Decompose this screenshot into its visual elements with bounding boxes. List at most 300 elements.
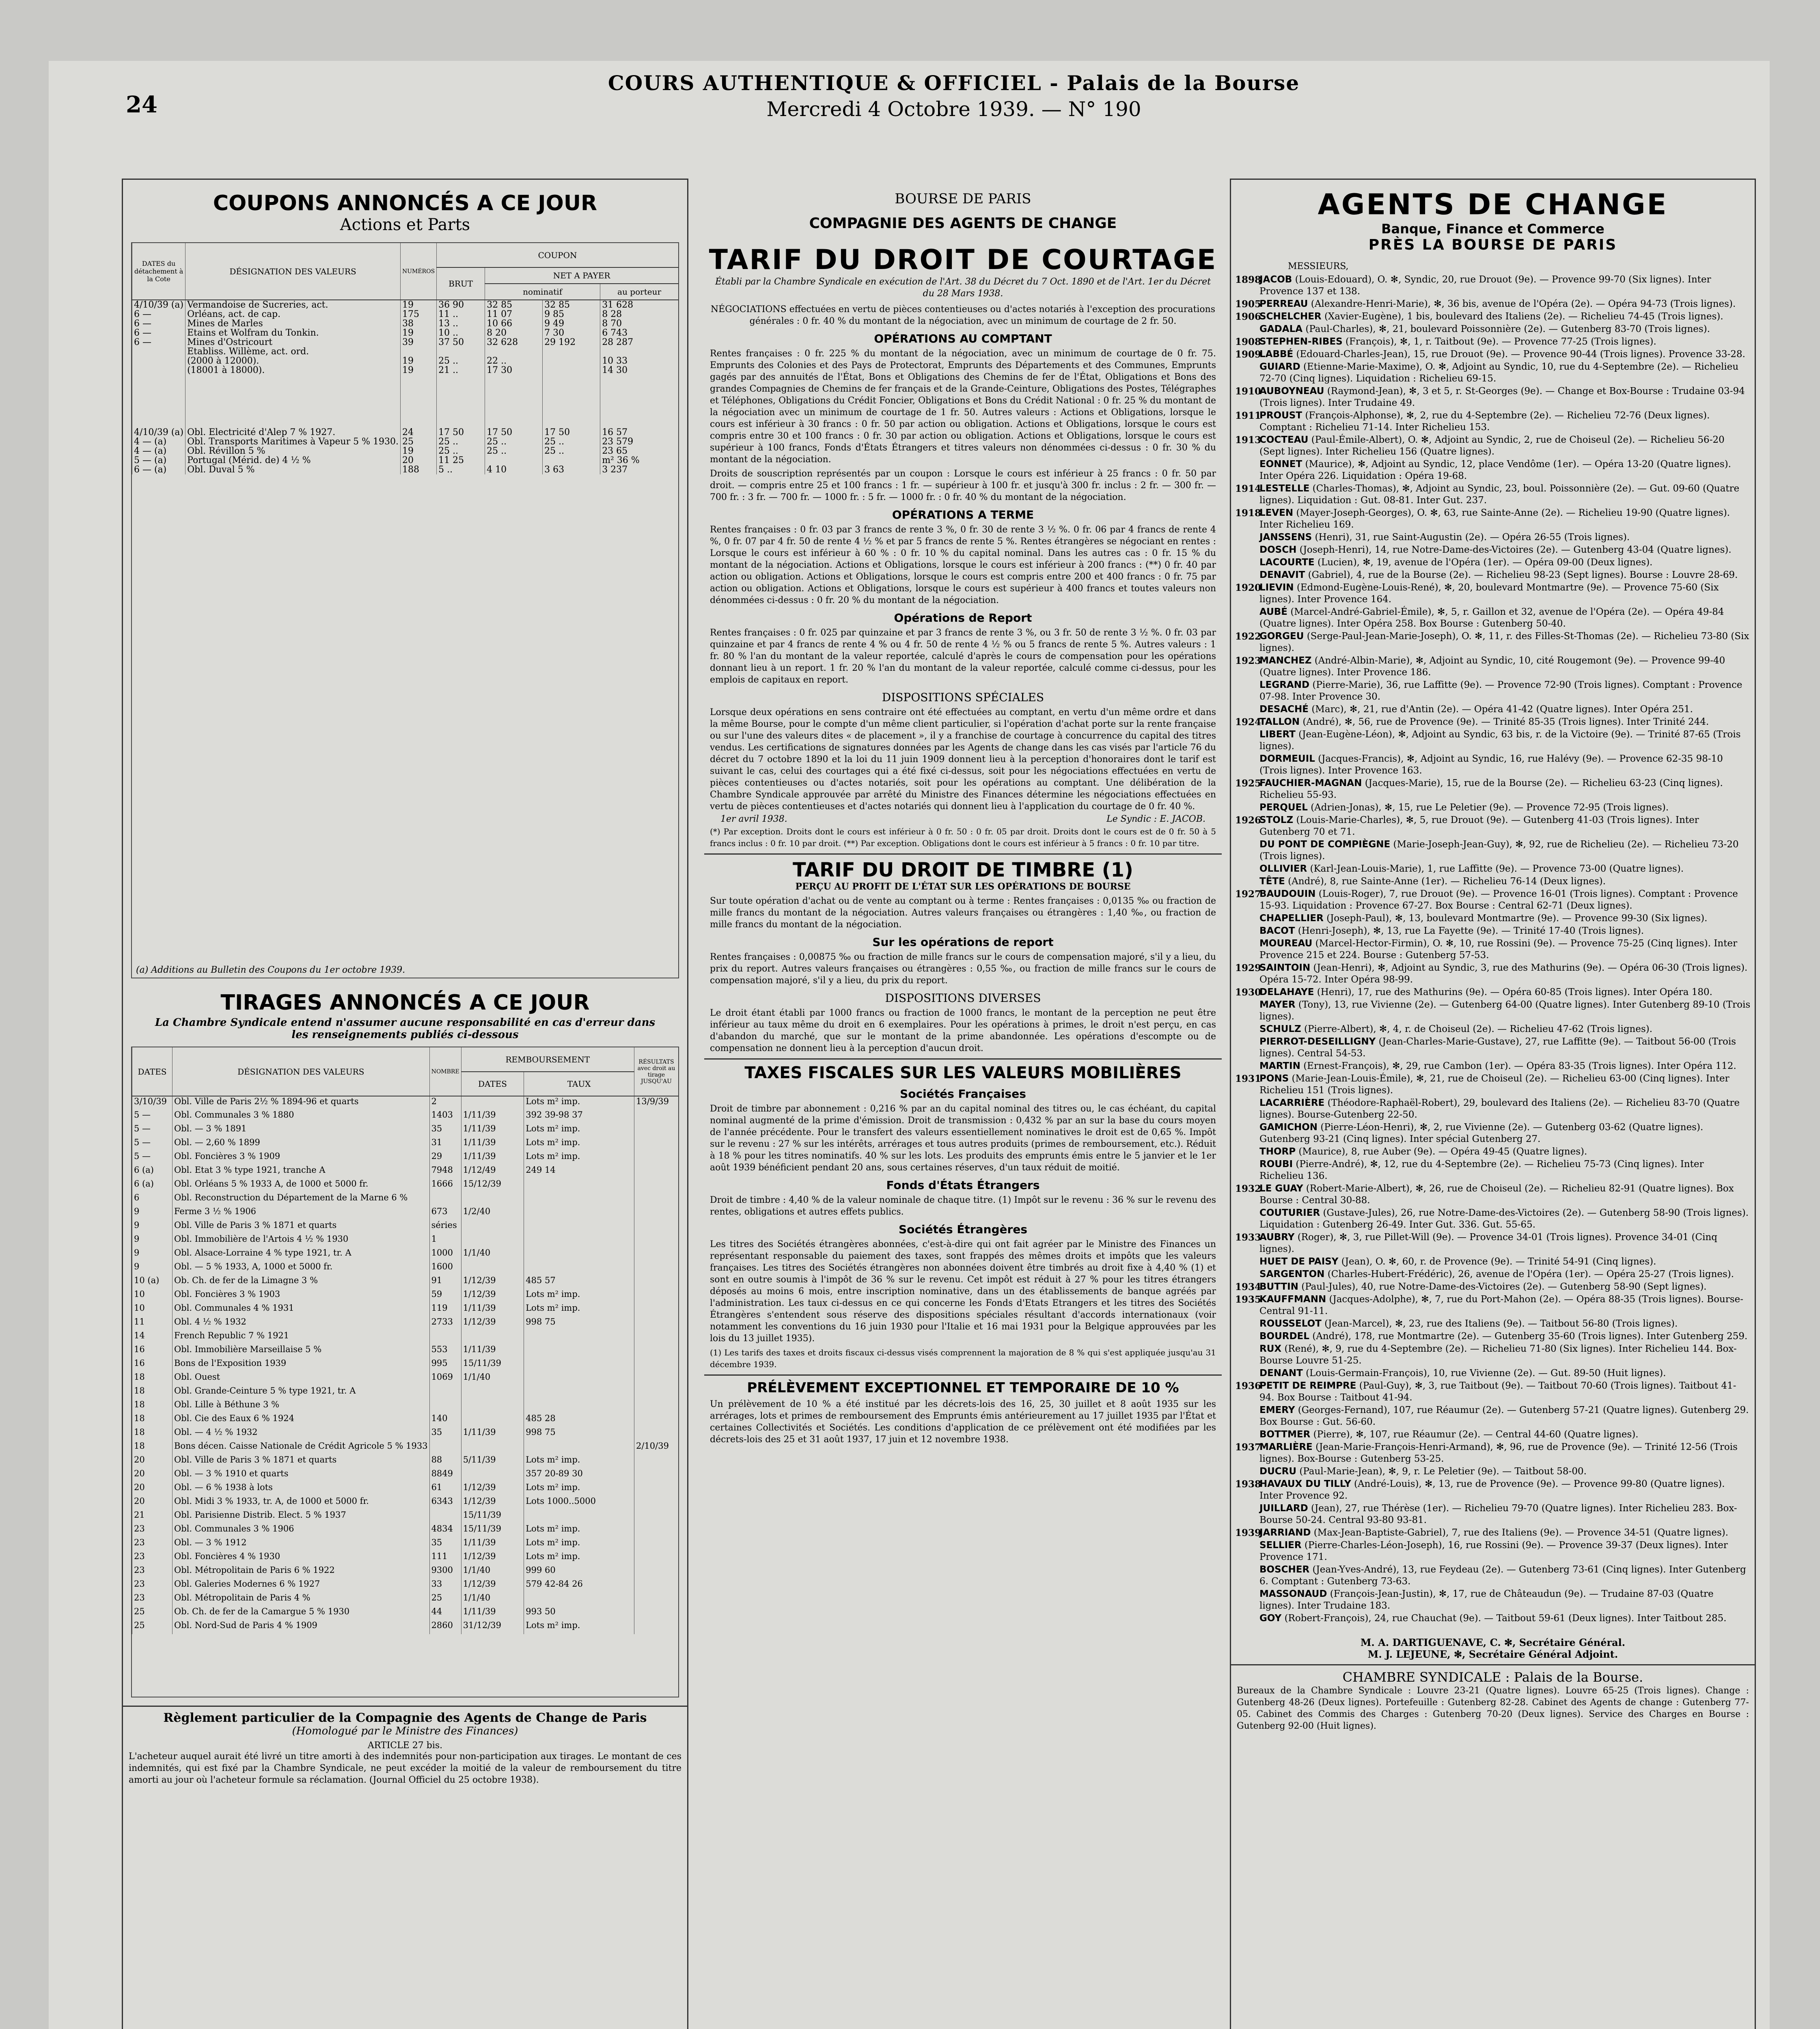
- tirage-cell: 25: [132, 1620, 173, 1634]
- agent-name: COUTURIER: [1259, 1208, 1320, 1218]
- agent-name: PONS: [1259, 1073, 1289, 1084]
- agent-entry: [1235, 1331, 1751, 1342]
- agent-details: (Adrien-Jonas), ✻, 15, rue Le Peletier (9e). — Provence 72-95 (Trois lignes).: [1311, 802, 1669, 813]
- tirage-row: [132, 1234, 679, 1248]
- tirage-row: [132, 1179, 679, 1193]
- tirage-cell: [634, 1455, 679, 1469]
- coupon-cell: [132, 347, 185, 356]
- agent-entry: [1235, 410, 1751, 433]
- agent-entry: [1235, 1478, 1751, 1502]
- tirage-cell: 2733: [429, 1317, 461, 1331]
- agent-year: 1931: [1235, 1073, 1261, 1084]
- coupon-cell: 23 579: [600, 437, 678, 446]
- agent-name: DUCRU: [1259, 1466, 1297, 1477]
- agent-text: [1259, 1527, 1728, 1539]
- agent-text: [1259, 1318, 1678, 1330]
- agent-text: [1259, 1281, 1707, 1293]
- tirage-cell: Obl. 4 ½ % 1932: [173, 1317, 430, 1331]
- agent-year: [1235, 938, 1259, 961]
- tirage-cell: [634, 1607, 679, 1620]
- agent-entry: [1235, 1318, 1751, 1330]
- coupon-cell: 17 50: [437, 428, 485, 437]
- agent-text: [1259, 1232, 1751, 1255]
- tirage-cell: 23: [132, 1551, 173, 1565]
- tirages-col-resultats: RÉSULTATS avec droit au tirage JUSQU'AU: [634, 1047, 679, 1096]
- agent-details: (Henri-Joseph), ✻, 13, rue La Fayette (9e). — Trinité 17-40 (Trois lignes).: [1298, 926, 1644, 936]
- agent-year: [1235, 876, 1259, 887]
- agent-details: (Max-Jean-Baptiste-Gabriel), 7, rue des Italiens (9e). — Provence 34-51 (Quatre lignes).: [1313, 1527, 1729, 1538]
- tirage-cell: [634, 1538, 679, 1551]
- coupon-cell: Vermandoise de Sucreries, act.: [185, 300, 401, 310]
- agent-details: (Jean-Marie-François-Henri-Armand), ✻, 96, rue de Provence (9e). — Trinité 12-56 (Trois lignes). Box-Bourse : Gutenberg 53-25.: [1259, 1442, 1738, 1464]
- tirages-table: [131, 1047, 679, 1697]
- tirage-row: [132, 1303, 679, 1317]
- tirage-cell: 11: [132, 1317, 173, 1331]
- coupons-col-porteur: au porteur: [600, 284, 678, 300]
- coupons-col-designation: DÉSIGNATION DES VALEURS: [185, 243, 401, 300]
- agent-details: (Edmond-Eugène-Louis-René), ✻, 20, boulevard Montmartre (9e). — Provence 75-60 (Six lignes). Inter Provence 164.: [1259, 582, 1719, 605]
- tirage-cell: [634, 1524, 679, 1538]
- tirage-cell: 25: [132, 1607, 173, 1620]
- coupon-cell: 25 ..: [437, 437, 485, 446]
- tirage-cell: [634, 1331, 679, 1344]
- tirage-cell: 392 39-98 37: [524, 1110, 634, 1124]
- timbre-title: TARIF DU DROIT DE TIMBRE (1): [793, 859, 1133, 881]
- agent-details: (Charles-Thomas), ✻, Adjoint au Syndic, 23, boul. Poissonnière (2e). — Gut. 09-60 (Quatre lignes). Liquidation : Gut. 08-81. Inter Gut. 237.: [1259, 483, 1740, 506]
- coupon-cell: [437, 347, 485, 356]
- tirage-cell: Bons de l'Exposition 1939: [173, 1358, 430, 1372]
- agent-entry: [1235, 1368, 1751, 1379]
- tirage-row: [132, 1344, 679, 1358]
- tirage-cell: Lots m² imp.: [524, 1137, 634, 1151]
- agent-name: AUBRY: [1259, 1232, 1295, 1243]
- coupon-cell: 4 10: [485, 465, 543, 474]
- agent-year: [1235, 361, 1259, 385]
- coupon-cell: Obl. Révillon 5 %: [185, 446, 401, 456]
- agent-year: [1235, 1404, 1259, 1428]
- agent-text: [1259, 655, 1751, 678]
- coupon-cell: [543, 456, 600, 465]
- agent-name: KAUFFMANN: [1259, 1294, 1326, 1305]
- tirage-row: [132, 1206, 679, 1220]
- tirage-cell: Obl. Parisienne Distrib. Elect. 5 % 1937: [173, 1510, 430, 1524]
- agent-year: 1910: [1235, 386, 1261, 397]
- tirage-cell: 16: [132, 1358, 173, 1372]
- tirage-cell: 1/1/40: [461, 1565, 524, 1579]
- coupon-cell: 19: [400, 300, 436, 310]
- agent-details: (Jean-Eugène-Léon), ✻, Adjoint au Syndic, 63 bis, r. de la Victoire (9e). — Trinité 87-65 (Trois lignes).: [1259, 729, 1741, 752]
- tirage-cell: [524, 1248, 634, 1262]
- chambre-text: Bureaux de la Chambre Syndicale : Louvre 23-21 (Quatre lignes). Louvre 65-25 (Trois lignes). Change : Gutenberg 48-26 (Deux lignes). Portefeuille : Gutenberg 82-28. Cabinet des Agents de change : Gutenberg 77-05. Cabinet des Commis des Charges : Gutenberg 70-20 (Deux lignes). Service des Charges en Bourse : Gutenberg 92-00 (Huit lignes).: [1237, 1686, 1749, 1731]
- coupon-row: [132, 446, 679, 456]
- agent-name: LE GUAY: [1259, 1183, 1303, 1194]
- tirage-cell: 3/10/39: [132, 1096, 173, 1110]
- agent-year: [1235, 1207, 1259, 1231]
- tirage-cell: [634, 1413, 679, 1427]
- agent-name: MASSONAUD: [1259, 1589, 1327, 1599]
- tirage-cell: [524, 1386, 634, 1400]
- tirage-cell: 1/12/39: [461, 1496, 524, 1510]
- tirage-cell: [634, 1234, 679, 1248]
- tirage-cell: [634, 1620, 679, 1634]
- tirage-cell: 18: [132, 1386, 173, 1400]
- agent-text: [1259, 938, 1751, 961]
- agent-name: DENAVIT: [1259, 570, 1305, 580]
- timbre-text1: Sur toute opération d'achat ou de vente au comptant ou à terme : Rentes françaises : 0,0135 ‰ ou fraction de mille francs du montant de la négociation. Autres valeurs françaises ou étrangères : 1,40 ‰, ou fraction de mille francs du montant de la négociation.: [710, 896, 1216, 930]
- tirage-cell: 14: [132, 1331, 173, 1344]
- coupon-cell: 3 237: [600, 465, 678, 474]
- agent-name: EONNET: [1259, 459, 1302, 470]
- agent-year: [1235, 1269, 1259, 1280]
- agent-year: [1235, 1564, 1259, 1587]
- tirage-cell: Obl. — 3 % 1912: [173, 1538, 430, 1551]
- soc-etr-text: Les titres des Sociétés étrangères abonnées, c'est-à-dire qui ont fait agréer par le Ministre des Finances un représentant responsable du paiement des taxes, sont frappés des mêmes droits et impôts que les valeurs françaises. Les titres des Sociétés étrangères non abonnées doivent être timbrés au droit fixe à 4,40 % (1) et sont en outre soumis à l'impôt de 36 % sur le revenu. Cet impôt est réduit à 27 % pour les titres étrangers déposés au moins 6 mois, entre inscription nominative, dans un des établissements de banque agréés par l'administration. Les taux ci-dessus en ce qui concerne les Fonds d'Etats Etrangers et les titres des Sociétés Étrangères s'entendent sous réserve des dispositions spéciales résultant d'accords internationaux (voir notamment les conventions du 16 juin 1930 pour l'Italie et 16 mai 1931 pour la Belgique approuvées par les lois du 13 juillet 1935).: [710, 1239, 1216, 1344]
- agent-year: 1918: [1235, 508, 1261, 519]
- agent-name: PIERROT-DESEILLIGNY: [1259, 1036, 1376, 1047]
- agent-entry: [1235, 1036, 1751, 1060]
- tirage-cell: 1/2/40: [461, 1206, 524, 1220]
- tirage-cell: 4834: [429, 1524, 461, 1538]
- agent-text: [1259, 569, 1738, 581]
- agent-text: [1259, 361, 1751, 385]
- agent-details: (Karl-Jean-Louis-Marie), 1, rue Laffitte (9e). — Provence 73-00 (Quatre lignes).: [1310, 864, 1684, 874]
- coupons-col-numeros: NUMÉROS: [400, 243, 436, 300]
- agent-text: [1259, 323, 1710, 335]
- agent-text: [1259, 631, 1751, 654]
- fonds-title: Fonds d'États Étrangers: [886, 1178, 1040, 1192]
- agent-name: ROUSSELOT: [1259, 1318, 1322, 1329]
- agent-entry: [1235, 1207, 1751, 1231]
- agent-text: [1259, 1331, 1747, 1342]
- coupon-cell: [485, 347, 543, 356]
- agent-year: [1235, 606, 1259, 630]
- agent-text: [1259, 507, 1751, 531]
- tirage-cell: 18: [132, 1441, 173, 1455]
- agent-name: DORMEUIL: [1259, 754, 1315, 764]
- tirage-cell: [634, 1275, 679, 1289]
- agent-text: [1259, 1159, 1751, 1182]
- coupon-cell: [400, 347, 436, 356]
- agent-entry: [1235, 582, 1751, 605]
- agent-details: (André-Louis), ✻, 13, rue de Provence (9e). — Provence 99-80 (Quatre lignes). Inter Provence 92.: [1259, 1479, 1725, 1501]
- agent-year: [1235, 459, 1259, 482]
- tirage-cell: 1/12/39: [461, 1317, 524, 1331]
- tirage-cell: 18: [132, 1413, 173, 1427]
- coupon-cell: Mines d'Ostricourt: [185, 338, 401, 347]
- coupons-col-nominatif: nominatif: [485, 284, 600, 300]
- tirage-cell: 1/11/39: [461, 1303, 524, 1317]
- tirage-cell: [524, 1344, 634, 1358]
- tirage-cell: Obl. Orléans 5 % 1933 A, de 1000 et 5000 fr.: [173, 1179, 430, 1193]
- agent-text: [1259, 704, 1693, 715]
- tirage-cell: Lots m² imp.: [524, 1096, 634, 1110]
- tirage-row: [132, 1248, 679, 1262]
- agent-entry: [1235, 274, 1751, 297]
- agent-name: COCTEAU: [1259, 435, 1309, 445]
- coupon-row: [132, 465, 679, 474]
- coupon-cell: 25 ..: [437, 356, 485, 366]
- tirage-cell: 1/11/39: [461, 1110, 524, 1124]
- tirage-cell: Obl. Ville de Paris 2½ % 1894-96 et quarts: [173, 1096, 430, 1110]
- agent-year: [1235, 1146, 1259, 1158]
- agent-entry: [1235, 1281, 1751, 1293]
- agent-year: 1913: [1235, 435, 1261, 446]
- tirage-cell: 23: [132, 1593, 173, 1607]
- agent-entry: [1235, 1269, 1751, 1280]
- agent-text: [1259, 962, 1751, 986]
- agent-entry: [1235, 569, 1751, 581]
- reglement-block: [123, 1706, 687, 1786]
- tirage-cell: 6: [132, 1193, 173, 1206]
- coupon-cell: 21 ..: [437, 366, 485, 375]
- agent-entry: [1235, 1380, 1751, 1404]
- agent-year: 1926: [1235, 815, 1261, 826]
- agent-details: (Robert-Marie-Albert), ✻, 26, rue de Choiseul (2e). — Richelieu 82-91 (Quatre lignes). Box Bourse : Central 30-88.: [1259, 1183, 1734, 1206]
- tirage-cell: 1/11/39: [461, 1151, 524, 1165]
- agent-year: [1235, 925, 1259, 937]
- coupon-cell: 28 287: [600, 338, 678, 347]
- agent-text: [1259, 863, 1684, 875]
- agent-entry: [1235, 1613, 1751, 1624]
- tirage-cell: Ob. Ch. de fer de la Camargue 5 % 1930: [173, 1607, 430, 1620]
- tirage-cell: 61: [429, 1482, 461, 1496]
- tirage-cell: 1/11/39: [461, 1538, 524, 1551]
- coupon-cell: 9 85: [543, 310, 600, 319]
- reglement-subtitle: (Homologué par le Ministre des Finances): [292, 1725, 518, 1737]
- agent-entry: [1235, 962, 1751, 986]
- coupon-cell: (2000 à 12000).: [185, 356, 401, 366]
- agent-year: 1906: [1235, 311, 1261, 322]
- agent-details: (André), ✻, 56, rue de Provence (9e). — Trinité 85-35 (Trois lignes). Inter Trinité 244.: [1302, 717, 1709, 727]
- prelevement-text: Un prélèvement de 10 % a été institué par les décrets-lois des 16, 25, 30 juillet et 8 août 1935 sur les arrérages, lots et primes de remboursement des Emprunts émis antérieurement au 17 juillet 1935 par l'État et certaines Collectivités et Sociétés. Les conditions d'application de ce prélèvement ont été modifiées par les décrets-lois des 25 et 31 août 1937, 17 juin et 12 novembre 1938.: [710, 1399, 1216, 1445]
- tirage-cell: 1/11/39: [461, 1607, 524, 1620]
- tirage-cell: 140: [429, 1413, 461, 1427]
- tirage-cell: 7948: [429, 1165, 461, 1179]
- agent-details: (Gustave-Jules), 26, rue Notre-Dame-des-Victoires (2e). — Gutenberg 58-90 (Trois lignes). Liquidation : Gutenberg 26-49. Inter Gut. 336. Gut. 55-65.: [1259, 1208, 1749, 1230]
- tirage-cell: Lots m² imp.: [524, 1289, 634, 1303]
- agent-name: PROUST: [1259, 410, 1302, 421]
- agent-year: [1235, 1023, 1259, 1035]
- tirage-cell: Obl. Foncières 3 % 1909: [173, 1151, 430, 1165]
- coupon-row: [132, 310, 679, 319]
- tirage-cell: 999 60: [524, 1565, 634, 1579]
- tirages-col-taux: TAUX: [524, 1072, 634, 1096]
- agent-details: (Lucien), ✻, 19, avenue de l'Opéra (1er). — Opéra 09-00 (Deux lignes).: [1317, 557, 1653, 568]
- tirage-cell: Lots m² imp.: [524, 1124, 634, 1137]
- agent-year: [1235, 1060, 1259, 1072]
- coupon-cell: 8 28: [600, 310, 678, 319]
- agent-details: (Maurice), 8, rue Auber (9e). — Opéra 49-45 (Quatre lignes).: [1298, 1146, 1587, 1157]
- agent-name: LABBÉ: [1259, 349, 1294, 360]
- agent-entry: [1235, 1441, 1751, 1465]
- diverses-title: DISPOSITIONS DIVERSES: [885, 991, 1041, 1005]
- agent-name: BACOT: [1259, 926, 1295, 936]
- tirage-cell: [634, 1179, 679, 1193]
- reglement-text: L'acheteur auquel aurait été livré un titre amorti à des indemnités pour non-participation aux tirages. Le montant de ces indemnités, qui est fixé par la Chambre Syndicale, ne peut excéder la moitié de la valeur de remboursement du titre amorti au jour où l'acheteur formule sa réclamation. (Journal Officiel du 25 octobre 1938).: [129, 1751, 681, 1785]
- coupon-row: [132, 456, 679, 465]
- coupon-cell: [543, 347, 600, 356]
- tirage-cell: [429, 1331, 461, 1344]
- coupon-cell: [132, 356, 185, 366]
- tirage-cell: [634, 1400, 679, 1413]
- soc-etr-title: Sociétés Étrangères: [898, 1223, 1028, 1236]
- coupon-cell: 6 —: [132, 319, 185, 328]
- agent-details: (Maurice), ✻, Adjoint au Syndic, 12, place Vendôme (1er). — Opéra 13-20 (Quatre lignes). Inter Opéra 226. Liquidation : Opéra 19-68.: [1259, 459, 1731, 481]
- agent-text: [1259, 349, 1745, 360]
- coupon-cell: 25 ..: [485, 437, 543, 446]
- reglement-article: ARTICLE 27 bis.: [367, 1740, 443, 1751]
- tirage-cell: 6 (a): [132, 1179, 173, 1193]
- coupon-cell: 32 628: [485, 338, 543, 347]
- agent-name: BOURDEL: [1259, 1331, 1309, 1342]
- coupon-cell: 14 30: [600, 366, 678, 375]
- agent-name: DU PONT DE COMPIÈGNE: [1259, 839, 1391, 850]
- agent-details: (Mayer-Joseph-Georges), O. ✻, 63, rue Sainte-Anne (2e). — Richelieu 19-90 (Quatre lignes). Inter Richelieu 169.: [1259, 508, 1730, 530]
- agent-details: (François-Alphonse), ✻, 2, rue du 4-Septembre (2e). — Richelieu 72-76 (Deux lignes). Comptant : Richelieu 71-14. Inter Richelieu 153.: [1259, 410, 1710, 433]
- tirage-cell: 249 14: [524, 1165, 634, 1179]
- tirage-cell: 10: [132, 1289, 173, 1303]
- tirage-cell: Obl. — 3 % 1891: [173, 1124, 430, 1137]
- tirage-cell: 31/12/39: [461, 1620, 524, 1634]
- tirage-cell: [524, 1193, 634, 1206]
- tirage-cell: [524, 1358, 634, 1372]
- tirage-cell: 23: [132, 1579, 173, 1593]
- tirage-cell: 9: [132, 1220, 173, 1234]
- tirage-cell: 8849: [429, 1469, 461, 1482]
- agent-details: (Louis-Germain-François), 10, rue Vivienne (2e). — Gut. 89-50 (Huit lignes).: [1306, 1368, 1666, 1379]
- tirage-cell: 25: [429, 1593, 461, 1607]
- coupon-cell: 19: [400, 446, 436, 456]
- agent-text: [1259, 311, 1723, 323]
- agent-year: [1235, 704, 1259, 715]
- tirage-cell: [524, 1331, 634, 1344]
- agent-year: 1934: [1235, 1282, 1261, 1292]
- agent-year: [1235, 557, 1259, 569]
- agents-messieurs: MESSIEURS,: [1288, 261, 1349, 271]
- agent-name: MARTIN: [1259, 1061, 1300, 1071]
- tirage-cell: [634, 1220, 679, 1234]
- coupon-cell: Etabliss. Willème, act. ord.: [185, 347, 401, 356]
- tirage-cell: [634, 1151, 679, 1165]
- agent-name: EMERY: [1259, 1405, 1295, 1415]
- tirage-cell: [634, 1469, 679, 1482]
- tirage-cell: Obl. Ville de Paris 3 % 1871 et quarts: [173, 1220, 430, 1234]
- agent-entry: [1235, 532, 1751, 543]
- agent-name: DELAHAYE: [1259, 987, 1314, 997]
- tirage-cell: [461, 1441, 524, 1455]
- agent-name: RUX: [1259, 1344, 1282, 1354]
- agent-name: LIBERT: [1259, 729, 1296, 740]
- agent-entry: [1235, 1256, 1751, 1268]
- tirage-cell: 23: [132, 1524, 173, 1538]
- tirage-cell: [634, 1565, 679, 1579]
- tirage-cell: 579 42-84 26: [524, 1579, 634, 1593]
- tirage-row: [132, 1482, 679, 1496]
- agent-entry: [1235, 298, 1751, 310]
- tirage-row: [132, 1441, 679, 1455]
- agent-text: [1259, 298, 1736, 310]
- coupon-cell: 4/10/39 (a): [132, 428, 185, 437]
- agents-subtitle1: Banque, Finance et Commerce: [1381, 221, 1604, 237]
- tirage-cell: [461, 1096, 524, 1110]
- tirage-cell: 5/11/39: [461, 1455, 524, 1469]
- tirage-cell: Lots m² imp.: [524, 1524, 634, 1538]
- tirage-row: [132, 1262, 679, 1275]
- tirage-cell: French Republic 7 % 1921: [173, 1331, 430, 1344]
- tirage-cell: 15/11/39: [461, 1358, 524, 1372]
- agent-entry: [1235, 679, 1751, 703]
- tirage-cell: [634, 1206, 679, 1220]
- report-text: Rentes françaises : 0 fr. 025 par quinzaine et par 3 francs de rente 3 %, ou 3 fr. 50 de rente 3 ½ %. 0 fr. 03 par quinzaine et par 4 francs de rente 4 % ou 4 fr. 50 de rente 4 ½ % ou 5 francs de rente 5 %. Autres valeurs : 1 fr. 80 % l'an du montant de la valeur reportée, calculé d'après le cours de compensation pour les opérations donnant lieu à un report. 1 fr. 20 % l'an du montant de la valeur reportée, calculé comme ci-dessus, pour les emplois de capitaux en report.: [710, 628, 1216, 685]
- agent-year: 1908: [1235, 336, 1261, 347]
- tirage-cell: Lots m² imp.: [524, 1538, 634, 1551]
- agent-text: [1259, 716, 1709, 728]
- taxes-note: (1) Les tarifs des taxes et droits fiscaux ci-dessus visés comprennent la majoration de 8 % qui s'est appliquée jusqu'au 31 décembre 1939.: [710, 1348, 1216, 1369]
- tirages-subtitle: La Chambre Syndicale entend n'assumer aucune responsabilité en cas d'erreur dans les renseignements publiés ci-dessous: [155, 1017, 656, 1041]
- tirage-row: [132, 1275, 679, 1289]
- tirage-cell: 6 (a): [132, 1165, 173, 1179]
- coupon-row: [132, 347, 679, 356]
- tirage-cell: Obl. — 5 % 1933, A, 1000 et 5000 fr.: [173, 1262, 430, 1275]
- agent-year: 1933: [1235, 1232, 1261, 1243]
- tirage-cell: [634, 1193, 679, 1206]
- tirage-cell: Ob. Ch. de fer de la Limagne 3 %: [173, 1275, 430, 1289]
- agent-name: TÊTE: [1259, 876, 1285, 887]
- agent-entry: [1235, 938, 1751, 961]
- tirage-cell: [634, 1165, 679, 1179]
- tirages-col-dates: DATES: [132, 1047, 173, 1096]
- coupons-col-dates: DATES du détachement à la Cote: [132, 243, 185, 300]
- coupon-cell: 37 50: [437, 338, 485, 347]
- tirage-cell: [524, 1400, 634, 1413]
- agent-details: (Jean), 27, rue Thérèse (1er). — Richelieu 79-70 (Quatre lignes). Inter Richelieu 283. Box-Bourse 50-24. Central 93-80 93-81.: [1259, 1503, 1737, 1525]
- agent-details: (Pierre-Léon-Henri), ✻, 2, rue Vivienne (2e). — Gutenberg 03-62 (Quatre lignes). Gutenberg 93-21 (Cinq lignes). Inter spécial Gutenberg 27.: [1259, 1122, 1704, 1144]
- tirage-cell: 1069: [429, 1372, 461, 1386]
- secretaire: M. A. DARTIGUENAVE, C. ✻, Secrétaire Général.: [1360, 1637, 1626, 1648]
- coupon-cell: 11 25: [437, 456, 485, 465]
- tirage-cell: Obl. Communales 3 % 1880: [173, 1110, 430, 1124]
- tirage-row: [132, 1331, 679, 1344]
- tirage-row: [132, 1317, 679, 1331]
- agent-details: (Henri), 31, rue Saint-Augustin (2e). — Opéra 26-55 (Trois lignes).: [1315, 532, 1630, 543]
- agent-name: BOSCHER: [1259, 1564, 1310, 1575]
- tirage-row: [132, 1358, 679, 1372]
- agent-details: (Pierre-Marie), 36, rue Laffitte (9e). — Provence 72-90 (Trois lignes). Comptant : Provence 07-98. Inter Provence 30.: [1259, 680, 1742, 702]
- diverses-text: Le droit étant établi par 1000 francs ou fraction de 1000 francs, le montant de la perception ne peut être inférieur au taux même du droit en 6 exemplaires. Pour les opérations à primes, le droit n'est perçu, en cas d'abandon du marché, que sur le montant de la prime abandonnée. Les opérations d'escompte ou de compensation ne donnent lieu à la perception d'aucun droit.: [710, 1008, 1216, 1053]
- tirage-cell: [461, 1413, 524, 1427]
- middle-column: [704, 179, 1222, 2029]
- tirage-cell: 35: [429, 1427, 461, 1441]
- agent-year: 1932: [1235, 1183, 1261, 1194]
- coupon-cell: 4 — (a): [132, 446, 185, 456]
- tirage-cell: Obl. Communales 3 % 1906: [173, 1524, 430, 1538]
- agent-text: [1259, 1036, 1751, 1060]
- agent-year: [1235, 729, 1259, 752]
- agent-entry: [1235, 1588, 1751, 1612]
- agent-details: (Pierre-Albert), ✻, 4, r. de Choiseul (2e). — Richelieu 47-62 (Trois lignes).: [1304, 1024, 1653, 1034]
- tirage-cell: 1/11/39: [461, 1124, 524, 1137]
- agent-text: [1259, 410, 1751, 433]
- tirage-cell: 35: [429, 1538, 461, 1551]
- coupon-cell: [543, 356, 600, 366]
- agent-year: [1235, 999, 1259, 1023]
- agent-details: (Louis-Roger), 7, rue Drouot (9e). — Provence 16-01 (Trois lignes). Comptant : Provence 15-93. Liquidation : Provence 67-27. Box Bourse : Central 62-71 (Deux lignes).: [1259, 889, 1738, 911]
- agent-entry: [1235, 1343, 1751, 1367]
- tirage-cell: [429, 1400, 461, 1413]
- tirages-title: TIRAGES ANNONCÉS A CE JOUR: [220, 991, 590, 1015]
- agent-name: GADALA: [1259, 324, 1303, 334]
- tirage-cell: 1000: [429, 1248, 461, 1262]
